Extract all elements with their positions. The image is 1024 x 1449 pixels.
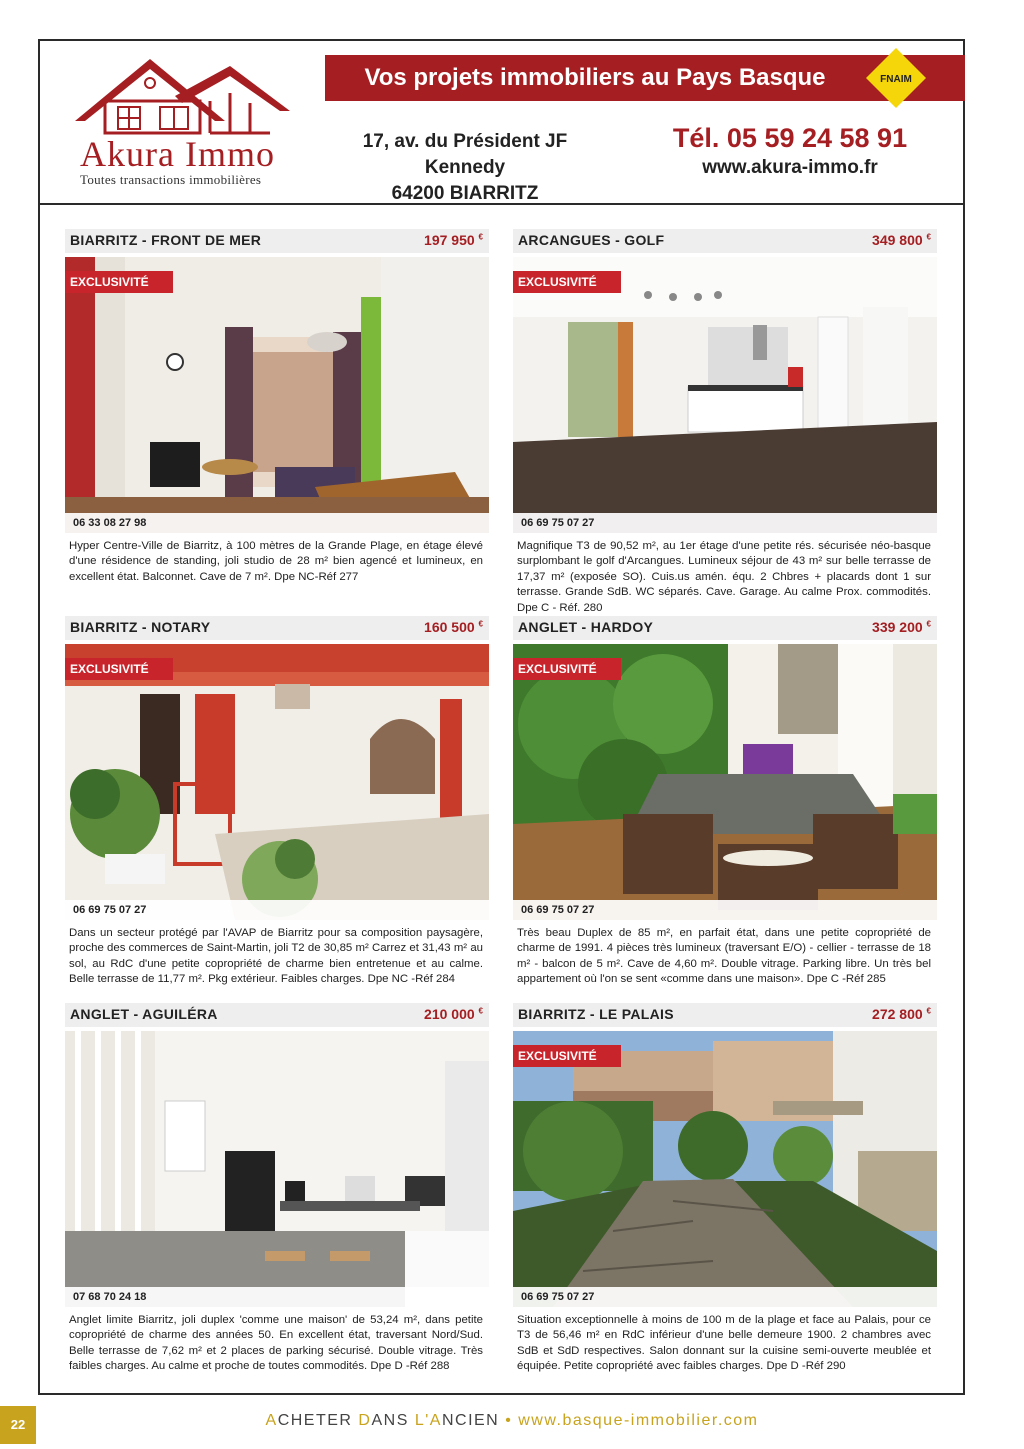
listing-card: [65, 229, 489, 589]
garden-path-photo-icon: [513, 1031, 937, 1307]
exclusivity-badge: EXCLUSIVITÉ: [513, 658, 621, 680]
listing-title: ANGLET - AGUILÉRA: [70, 1006, 218, 1022]
page-frame: [38, 39, 965, 1395]
listing-title: BIARRITZ - NOTARY: [70, 619, 211, 635]
exclusivity-badge: EXCLUSIVITÉ: [65, 271, 173, 293]
listing-header: [513, 229, 937, 253]
duplex-kitchen-photo-icon: [65, 1031, 489, 1307]
listing-card: [65, 1003, 489, 1373]
footer-initial: A: [265, 1412, 278, 1429]
listing-description: Situation exceptionnelle à moins de 100 m de la plage et face au Palais, pour ce T3 de 56,46 m² en RdC inférieur d'une belle demeure 1900. 2 chambres avec SdB et SdD respectives. Salon donnant sur la cuisine semi-ouverte meublée et équipée. Petite copropriété avec faibles charges. Dpe D -Réf 290: [517, 1314, 931, 1373]
exclusivity-badge: EXCLUSIVITÉ: [65, 658, 173, 680]
listing-photo[interactable]: [513, 644, 937, 920]
listing-phone[interactable]: 06 69 75 07 27: [513, 1287, 937, 1307]
listing-header: [65, 616, 489, 640]
listing-card: [65, 616, 489, 986]
footer-word: CHETER: [277, 1412, 359, 1429]
listing-header: [513, 1003, 937, 1027]
listing-description: Dans un secteur protégé par l'AVAP de Biarritz pour sa composition paysagère, proche des commerces de Saint-Martin, joli T2 de 30,85 m² Carrez et 31,43 m² au sol, au RdC d'une petite copropriété de charme bien entretenue et au calme. Belle terrasse de 11,77 m². Pkg extérieur. Faibles charges. Dpe NC -Réf 284: [69, 927, 483, 986]
listing-photo[interactable]: [65, 1031, 489, 1307]
agency-phone[interactable]: Tél. 05 59 24 58 91: [672, 123, 908, 153]
footer-website[interactable]: www.basque-immobilier.com: [518, 1412, 759, 1429]
listing-photo[interactable]: [65, 644, 489, 920]
listing-price: 349 800 €: [872, 232, 931, 248]
listing-price: 197 950 €: [424, 232, 483, 248]
listing-phone[interactable]: 06 69 75 07 27: [513, 513, 937, 533]
listing-description: Hyper Centre-Ville de Biarritz, à 100 mètres de la Grande Plage, en étage élevé d'une résidence de standing, joli studio de 28 m² bien agencé et lumineux, en excellent état. Balconnet. Cave de 7 m². Dpe NC-Réf 277: [69, 540, 483, 583]
listing-price: 160 500 €: [424, 619, 483, 635]
listing-header: [65, 229, 489, 253]
listing-header: [65, 1003, 489, 1027]
address-city: 64200 BIARRITZ: [391, 183, 539, 204]
listing-phone[interactable]: 06 33 08 27 98: [65, 513, 489, 533]
listing-price: 272 800 €: [872, 1006, 931, 1022]
listing-phone[interactable]: 06 69 75 07 27: [513, 900, 937, 920]
footer-word: ANS: [371, 1412, 415, 1429]
listing-title: ARCANGUES - GOLF: [518, 232, 665, 248]
agency-website[interactable]: www.akura-immo.fr: [702, 157, 878, 178]
fnaim-diamond-icon: [865, 47, 927, 109]
slogan-text: Vos projets immobiliers au Pays Basque: [364, 64, 826, 91]
living-room-photo-icon: [65, 257, 489, 533]
slogan-banner: [325, 55, 965, 101]
listing-description: Très beau Duplex de 85 m², en parfait état, dans une petite copropriété de charme de 1991. 4 pièces très lumineux (traversant E/O) - cellier - terrasse de 18 m² - balcon de 5 m². Cave de 4,60 m². Double vitrage. Parking libre. Un très bel appartement où l'on se sent «comme dans une maison». Dpe C -Réf 285: [517, 927, 931, 986]
listing-description: Magnifique T3 de 90,52 m², au 1er étage d'une petite rés. sécurisée néo-basque surplombant le golf d'Arcangues. Lumineux séjour de 43 m² sur belle terrasse de 17,37 m² (exposée SO). Cuis.us amén. équ. 2 Chbres + placards dont 1 sur terrasse. Grande SdB. WC séparés. Cave. Garage. Au calme Prox. commodités. Dpe C - Réf. 280: [517, 540, 931, 614]
footer-separator: •: [505, 1412, 513, 1429]
listing-phone[interactable]: 06 69 75 07 27: [65, 900, 489, 920]
fnaim-label: FNAIM: [880, 74, 912, 85]
exclusivity-badge: EXCLUSIVITÉ: [513, 1045, 621, 1067]
listing-price: 339 200 €: [872, 619, 931, 635]
agency-address: [320, 129, 610, 207]
listing-photo[interactable]: [65, 257, 489, 533]
listing-price: 210 000 €: [424, 1006, 483, 1022]
footer-word: NCIEN: [441, 1412, 500, 1429]
listing-title: BIARRITZ - FRONT DE MER: [70, 232, 262, 248]
house-logo-icon: [70, 51, 300, 146]
listing-title: ANGLET - HARDOY: [518, 619, 654, 635]
exclusivity-badge: EXCLUSIVITÉ: [513, 271, 621, 293]
listing-card: [513, 229, 937, 614]
listing-photo[interactable]: [513, 1031, 937, 1307]
footer-tagline: [0, 1412, 1024, 1430]
footer-initial: D: [358, 1412, 372, 1429]
agency-name: Akura Immo: [80, 134, 275, 174]
listing-phone[interactable]: 07 68 70 24 18: [65, 1287, 489, 1307]
listing-title: BIARRITZ - LE PALAIS: [518, 1006, 674, 1022]
listing-card: [513, 616, 937, 986]
listing-description: Anglet limite Biarritz, joli duplex 'comme une maison' de 53,24 m², dans petite copropriété de charme des années 50. En excellent état, traversant Nord/Sud. Belle terrasse de 7,62 m² et 2 places de parking sécurisé. Double vitrage. Très faibles charges. Au calme et proche de toutes commodités. Dpe D -Réf 288: [69, 1314, 483, 1373]
page-number: 22: [0, 1406, 36, 1444]
address-street: 17, av. du Président JF Kennedy: [362, 131, 568, 178]
fnaim-logo: [865, 47, 927, 109]
agency-header: [40, 41, 963, 205]
listing-photo[interactable]: [513, 257, 937, 533]
patio-photo-icon: [65, 644, 489, 920]
footer-initial: L'A: [414, 1412, 442, 1429]
listing-card: [513, 1003, 937, 1373]
listing-header: [513, 616, 937, 640]
terrace-photo-icon: [513, 644, 937, 920]
open-kitchen-photo-icon: [513, 257, 937, 533]
agency-tagline: Toutes transactions immobilières: [80, 172, 262, 187]
